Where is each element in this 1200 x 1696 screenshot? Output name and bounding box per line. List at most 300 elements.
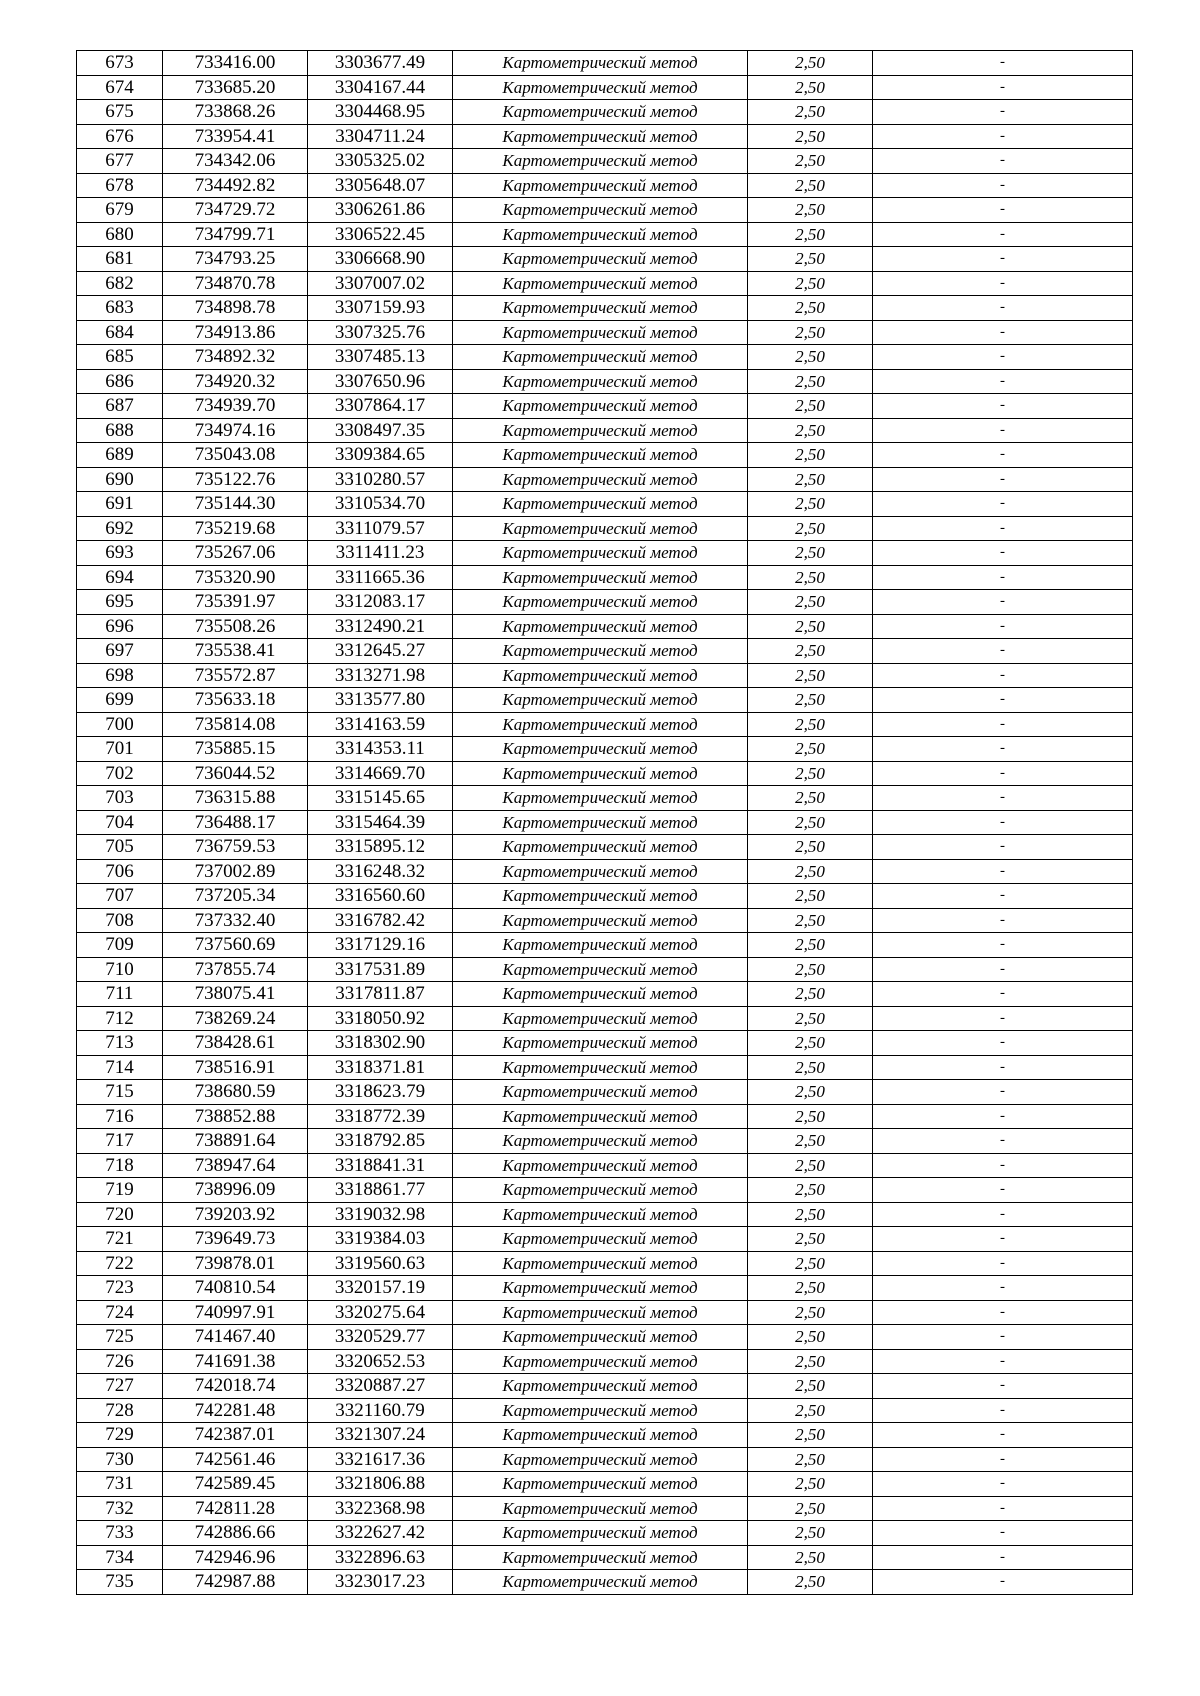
y-coordinate-cell: 3322368.98 <box>308 1496 453 1521</box>
table-row <box>77 1472 1133 1497</box>
point-number-cell: 724 <box>77 1300 163 1325</box>
point-number-cell: 722 <box>77 1251 163 1276</box>
point-number-cell: 683 <box>77 296 163 321</box>
method-cell: Картометрический метод <box>453 443 748 468</box>
point-number-cell: 700 <box>77 712 163 737</box>
table-row <box>77 810 1133 835</box>
note-cell: - <box>873 639 1133 664</box>
note-cell: - <box>873 884 1133 909</box>
x-coordinate-cell: 738269.24 <box>163 1006 308 1031</box>
point-number-cell: 686 <box>77 369 163 394</box>
accuracy-cell: 2,50 <box>748 1472 873 1497</box>
accuracy-cell: 2,50 <box>748 590 873 615</box>
accuracy-cell: 2,50 <box>748 835 873 860</box>
method-cell: Картометрический метод <box>453 1398 748 1423</box>
y-coordinate-cell: 3304167.44 <box>308 75 453 100</box>
note-cell: - <box>873 1202 1133 1227</box>
accuracy-cell: 2,50 <box>748 761 873 786</box>
method-cell: Картометрический метод <box>453 1031 748 1056</box>
table-row <box>77 663 1133 688</box>
table-row <box>77 1055 1133 1080</box>
y-coordinate-cell: 3322896.63 <box>308 1545 453 1570</box>
y-coordinate-cell: 3318371.81 <box>308 1055 453 1080</box>
method-cell: Картометрический метод <box>453 516 748 541</box>
x-coordinate-cell: 735043.08 <box>163 443 308 468</box>
point-number-cell: 690 <box>77 467 163 492</box>
point-number-cell: 680 <box>77 222 163 247</box>
x-coordinate-cell: 734892.32 <box>163 345 308 370</box>
method-cell: Картометрический метод <box>453 712 748 737</box>
x-coordinate-cell: 735320.90 <box>163 565 308 590</box>
table-row <box>77 124 1133 149</box>
note-cell: - <box>873 908 1133 933</box>
method-cell: Картометрический метод <box>453 737 748 762</box>
point-number-cell: 723 <box>77 1276 163 1301</box>
accuracy-cell: 2,50 <box>748 1178 873 1203</box>
point-number-cell: 734 <box>77 1545 163 1570</box>
point-number-cell: 710 <box>77 957 163 982</box>
y-coordinate-cell: 3307650.96 <box>308 369 453 394</box>
note-cell: - <box>873 786 1133 811</box>
x-coordinate-cell: 735538.41 <box>163 639 308 664</box>
accuracy-cell: 2,50 <box>748 810 873 835</box>
x-coordinate-cell: 739649.73 <box>163 1227 308 1252</box>
method-cell: Картометрический метод <box>453 1300 748 1325</box>
method-cell: Картометрический метод <box>453 541 748 566</box>
table-row <box>77 957 1133 982</box>
method-cell: Картометрический метод <box>453 590 748 615</box>
note-cell: - <box>873 810 1133 835</box>
note-cell: - <box>873 933 1133 958</box>
table-row <box>77 859 1133 884</box>
y-coordinate-cell: 3305325.02 <box>308 149 453 174</box>
accuracy-cell: 2,50 <box>748 516 873 541</box>
point-number-cell: 717 <box>77 1129 163 1154</box>
method-cell: Картометрический метод <box>453 1129 748 1154</box>
y-coordinate-cell: 3312645.27 <box>308 639 453 664</box>
table-row <box>77 149 1133 174</box>
point-number-cell: 735 <box>77 1570 163 1595</box>
table-row <box>77 761 1133 786</box>
accuracy-cell: 2,50 <box>748 688 873 713</box>
accuracy-cell: 2,50 <box>748 418 873 443</box>
y-coordinate-cell: 3320887.27 <box>308 1374 453 1399</box>
x-coordinate-cell: 735633.18 <box>163 688 308 713</box>
method-cell: Картометрический метод <box>453 1349 748 1374</box>
method-cell: Картометрический метод <box>453 1447 748 1472</box>
accuracy-cell: 2,50 <box>748 1251 873 1276</box>
accuracy-cell: 2,50 <box>748 884 873 909</box>
note-cell: - <box>873 761 1133 786</box>
table-row <box>77 1325 1133 1350</box>
point-number-cell: 678 <box>77 173 163 198</box>
x-coordinate-cell: 735391.97 <box>163 590 308 615</box>
note-cell: - <box>873 1055 1133 1080</box>
y-coordinate-cell: 3307007.02 <box>308 271 453 296</box>
note-cell: - <box>873 394 1133 419</box>
accuracy-cell: 2,50 <box>748 1545 873 1570</box>
method-cell: Картометрический метод <box>453 247 748 272</box>
y-coordinate-cell: 3320157.19 <box>308 1276 453 1301</box>
point-number-cell: 721 <box>77 1227 163 1252</box>
x-coordinate-cell: 734974.16 <box>163 418 308 443</box>
accuracy-cell: 2,50 <box>748 345 873 370</box>
table-row <box>77 222 1133 247</box>
point-number-cell: 709 <box>77 933 163 958</box>
point-number-cell: 701 <box>77 737 163 762</box>
point-number-cell: 727 <box>77 1374 163 1399</box>
point-number-cell: 726 <box>77 1349 163 1374</box>
y-coordinate-cell: 3303677.49 <box>308 51 453 76</box>
y-coordinate-cell: 3320529.77 <box>308 1325 453 1350</box>
table-row <box>77 1521 1133 1546</box>
point-number-cell: 697 <box>77 639 163 664</box>
x-coordinate-cell: 733685.20 <box>163 75 308 100</box>
y-coordinate-cell: 3317531.89 <box>308 957 453 982</box>
point-number-cell: 729 <box>77 1423 163 1448</box>
y-coordinate-cell: 3316560.60 <box>308 884 453 909</box>
table-row <box>77 541 1133 566</box>
note-cell: - <box>873 296 1133 321</box>
x-coordinate-cell: 733868.26 <box>163 100 308 125</box>
method-cell: Картометрический метод <box>453 198 748 223</box>
point-number-cell: 731 <box>77 1472 163 1497</box>
x-coordinate-cell: 738947.64 <box>163 1153 308 1178</box>
point-number-cell: 684 <box>77 320 163 345</box>
point-number-cell: 714 <box>77 1055 163 1080</box>
accuracy-cell: 2,50 <box>748 1398 873 1423</box>
y-coordinate-cell: 3306522.45 <box>308 222 453 247</box>
table-row <box>77 1251 1133 1276</box>
method-cell: Картометрический метод <box>453 149 748 174</box>
table-row <box>77 296 1133 321</box>
y-coordinate-cell: 3319560.63 <box>308 1251 453 1276</box>
method-cell: Картометрический метод <box>453 1055 748 1080</box>
x-coordinate-cell: 733416.00 <box>163 51 308 76</box>
note-cell: - <box>873 1080 1133 1105</box>
table-row <box>77 590 1133 615</box>
accuracy-cell: 2,50 <box>748 75 873 100</box>
point-number-cell: 677 <box>77 149 163 174</box>
y-coordinate-cell: 3311411.23 <box>308 541 453 566</box>
accuracy-cell: 2,50 <box>748 51 873 76</box>
table-row <box>77 1178 1133 1203</box>
y-coordinate-cell: 3316248.32 <box>308 859 453 884</box>
method-cell: Картометрический метод <box>453 418 748 443</box>
table-row <box>77 1202 1133 1227</box>
method-cell: Картометрический метод <box>453 467 748 492</box>
accuracy-cell: 2,50 <box>748 1104 873 1129</box>
table-row <box>77 737 1133 762</box>
table-row <box>77 1423 1133 1448</box>
y-coordinate-cell: 3322627.42 <box>308 1521 453 1546</box>
accuracy-cell: 2,50 <box>748 247 873 272</box>
table-row <box>77 492 1133 517</box>
accuracy-cell: 2,50 <box>748 565 873 590</box>
point-number-cell: 698 <box>77 663 163 688</box>
y-coordinate-cell: 3318861.77 <box>308 1178 453 1203</box>
table-row <box>77 51 1133 76</box>
y-coordinate-cell: 3313577.80 <box>308 688 453 713</box>
x-coordinate-cell: 734920.32 <box>163 369 308 394</box>
method-cell: Картометрический метод <box>453 394 748 419</box>
x-coordinate-cell: 742561.46 <box>163 1447 308 1472</box>
table-row <box>77 908 1133 933</box>
point-number-cell: 695 <box>77 590 163 615</box>
table-row <box>77 1006 1133 1031</box>
note-cell: - <box>873 1031 1133 1056</box>
coordinates-table <box>76 50 1133 1595</box>
accuracy-cell: 2,50 <box>748 908 873 933</box>
accuracy-cell: 2,50 <box>748 982 873 1007</box>
note-cell: - <box>873 982 1133 1007</box>
table-row <box>77 1349 1133 1374</box>
note-cell: - <box>873 737 1133 762</box>
accuracy-cell: 2,50 <box>748 1080 873 1105</box>
x-coordinate-cell: 738075.41 <box>163 982 308 1007</box>
accuracy-cell: 2,50 <box>748 639 873 664</box>
x-coordinate-cell: 736759.53 <box>163 835 308 860</box>
note-cell: - <box>873 712 1133 737</box>
y-coordinate-cell: 3311079.57 <box>308 516 453 541</box>
point-number-cell: 685 <box>77 345 163 370</box>
accuracy-cell: 2,50 <box>748 1055 873 1080</box>
note-cell: - <box>873 124 1133 149</box>
accuracy-cell: 2,50 <box>748 1153 873 1178</box>
note-cell: - <box>873 1276 1133 1301</box>
note-cell: - <box>873 320 1133 345</box>
method-cell: Картометрический метод <box>453 786 748 811</box>
accuracy-cell: 2,50 <box>748 100 873 125</box>
x-coordinate-cell: 739878.01 <box>163 1251 308 1276</box>
method-cell: Картометрический метод <box>453 345 748 370</box>
x-coordinate-cell: 740810.54 <box>163 1276 308 1301</box>
note-cell: - <box>873 75 1133 100</box>
accuracy-cell: 2,50 <box>748 957 873 982</box>
note-cell: - <box>873 271 1133 296</box>
accuracy-cell: 2,50 <box>748 394 873 419</box>
table-row <box>77 247 1133 272</box>
y-coordinate-cell: 3317811.87 <box>308 982 453 1007</box>
point-number-cell: 713 <box>77 1031 163 1056</box>
x-coordinate-cell: 735267.06 <box>163 541 308 566</box>
accuracy-cell: 2,50 <box>748 712 873 737</box>
point-number-cell: 675 <box>77 100 163 125</box>
y-coordinate-cell: 3312490.21 <box>308 614 453 639</box>
note-cell: - <box>873 835 1133 860</box>
note-cell: - <box>873 1129 1133 1154</box>
point-number-cell: 681 <box>77 247 163 272</box>
y-coordinate-cell: 3316782.42 <box>308 908 453 933</box>
x-coordinate-cell: 742018.74 <box>163 1374 308 1399</box>
method-cell: Картометрический метод <box>453 1251 748 1276</box>
y-coordinate-cell: 3306261.86 <box>308 198 453 223</box>
table-row <box>77 1153 1133 1178</box>
x-coordinate-cell: 738516.91 <box>163 1055 308 1080</box>
accuracy-cell: 2,50 <box>748 859 873 884</box>
method-cell: Картометрический метод <box>453 1496 748 1521</box>
note-cell: - <box>873 443 1133 468</box>
accuracy-cell: 2,50 <box>748 271 873 296</box>
method-cell: Картометрический метод <box>453 639 748 664</box>
x-coordinate-cell: 738680.59 <box>163 1080 308 1105</box>
y-coordinate-cell: 3307485.13 <box>308 345 453 370</box>
accuracy-cell: 2,50 <box>748 1374 873 1399</box>
note-cell: - <box>873 1178 1133 1203</box>
note-cell: - <box>873 859 1133 884</box>
x-coordinate-cell: 742811.28 <box>163 1496 308 1521</box>
note-cell: - <box>873 418 1133 443</box>
y-coordinate-cell: 3314163.59 <box>308 712 453 737</box>
y-coordinate-cell: 3305648.07 <box>308 173 453 198</box>
x-coordinate-cell: 742589.45 <box>163 1472 308 1497</box>
table-row <box>77 345 1133 370</box>
method-cell: Картометрический метод <box>453 1006 748 1031</box>
note-cell: - <box>873 492 1133 517</box>
x-coordinate-cell: 734898.78 <box>163 296 308 321</box>
note-cell: - <box>873 614 1133 639</box>
table-row <box>77 565 1133 590</box>
table-row <box>77 1080 1133 1105</box>
table-row <box>77 394 1133 419</box>
point-number-cell: 679 <box>77 198 163 223</box>
point-number-cell: 708 <box>77 908 163 933</box>
table-row <box>77 1227 1133 1252</box>
y-coordinate-cell: 3314669.70 <box>308 761 453 786</box>
accuracy-cell: 2,50 <box>748 786 873 811</box>
point-number-cell: 676 <box>77 124 163 149</box>
method-cell: Картометрический метод <box>453 1325 748 1350</box>
note-cell: - <box>873 222 1133 247</box>
point-number-cell: 705 <box>77 835 163 860</box>
x-coordinate-cell: 734729.72 <box>163 198 308 223</box>
accuracy-cell: 2,50 <box>748 1202 873 1227</box>
x-coordinate-cell: 738891.64 <box>163 1129 308 1154</box>
accuracy-cell: 2,50 <box>748 614 873 639</box>
point-number-cell: 720 <box>77 1202 163 1227</box>
point-number-cell: 674 <box>77 75 163 100</box>
accuracy-cell: 2,50 <box>748 492 873 517</box>
x-coordinate-cell: 740997.91 <box>163 1300 308 1325</box>
table-row <box>77 1300 1133 1325</box>
method-cell: Картометрический метод <box>453 1104 748 1129</box>
note-cell: - <box>873 345 1133 370</box>
method-cell: Картометрический метод <box>453 663 748 688</box>
method-cell: Картометрический метод <box>453 835 748 860</box>
note-cell: - <box>873 590 1133 615</box>
method-cell: Картометрический метод <box>453 908 748 933</box>
note-cell: - <box>873 663 1133 688</box>
note-cell: - <box>873 541 1133 566</box>
table-row <box>77 75 1133 100</box>
x-coordinate-cell: 734913.86 <box>163 320 308 345</box>
note-cell: - <box>873 100 1133 125</box>
table-row <box>77 1496 1133 1521</box>
method-cell: Картометрический метод <box>453 884 748 909</box>
accuracy-cell: 2,50 <box>748 1349 873 1374</box>
accuracy-cell: 2,50 <box>748 933 873 958</box>
method-cell: Картометрический метод <box>453 492 748 517</box>
table-row <box>77 173 1133 198</box>
y-coordinate-cell: 3318302.90 <box>308 1031 453 1056</box>
x-coordinate-cell: 734492.82 <box>163 173 308 198</box>
table-row <box>77 1129 1133 1154</box>
note-cell: - <box>873 1570 1133 1595</box>
table-row <box>77 835 1133 860</box>
table-row <box>77 467 1133 492</box>
table-row <box>77 786 1133 811</box>
accuracy-cell: 2,50 <box>748 1031 873 1056</box>
table-row <box>77 639 1133 664</box>
accuracy-cell: 2,50 <box>748 173 873 198</box>
x-coordinate-cell: 738852.88 <box>163 1104 308 1129</box>
x-coordinate-cell: 737332.40 <box>163 908 308 933</box>
method-cell: Картометрический метод <box>453 1276 748 1301</box>
point-number-cell: 732 <box>77 1496 163 1521</box>
method-cell: Картометрический метод <box>453 173 748 198</box>
x-coordinate-cell: 741691.38 <box>163 1349 308 1374</box>
table-row <box>77 1374 1133 1399</box>
x-coordinate-cell: 735508.26 <box>163 614 308 639</box>
note-cell: - <box>873 1496 1133 1521</box>
x-coordinate-cell: 742886.66 <box>163 1521 308 1546</box>
note-cell: - <box>873 1349 1133 1374</box>
x-coordinate-cell: 736488.17 <box>163 810 308 835</box>
note-cell: - <box>873 198 1133 223</box>
x-coordinate-cell: 736044.52 <box>163 761 308 786</box>
y-coordinate-cell: 3314353.11 <box>308 737 453 762</box>
accuracy-cell: 2,50 <box>748 369 873 394</box>
point-number-cell: 733 <box>77 1521 163 1546</box>
y-coordinate-cell: 3310280.57 <box>308 467 453 492</box>
x-coordinate-cell: 737855.74 <box>163 957 308 982</box>
method-cell: Картометрический метод <box>453 1545 748 1570</box>
point-number-cell: 718 <box>77 1153 163 1178</box>
table-row <box>77 1545 1133 1570</box>
y-coordinate-cell: 3315145.65 <box>308 786 453 811</box>
y-coordinate-cell: 3315464.39 <box>308 810 453 835</box>
accuracy-cell: 2,50 <box>748 1496 873 1521</box>
y-coordinate-cell: 3320652.53 <box>308 1349 453 1374</box>
accuracy-cell: 2,50 <box>748 1521 873 1546</box>
x-coordinate-cell: 737205.34 <box>163 884 308 909</box>
point-number-cell: 692 <box>77 516 163 541</box>
accuracy-cell: 2,50 <box>748 198 873 223</box>
method-cell: Картометрический метод <box>453 1374 748 1399</box>
table-row <box>77 1447 1133 1472</box>
method-cell: Картометрический метод <box>453 1202 748 1227</box>
table-row <box>77 884 1133 909</box>
x-coordinate-cell: 735219.68 <box>163 516 308 541</box>
table-row <box>77 443 1133 468</box>
table-row <box>77 1570 1133 1595</box>
method-cell: Картометрический метод <box>453 810 748 835</box>
note-cell: - <box>873 173 1133 198</box>
x-coordinate-cell: 734799.71 <box>163 222 308 247</box>
method-cell: Картометрический метод <box>453 75 748 100</box>
y-coordinate-cell: 3319032.98 <box>308 1202 453 1227</box>
x-coordinate-cell: 735144.30 <box>163 492 308 517</box>
point-number-cell: 711 <box>77 982 163 1007</box>
accuracy-cell: 2,50 <box>748 467 873 492</box>
y-coordinate-cell: 3310534.70 <box>308 492 453 517</box>
point-number-cell: 702 <box>77 761 163 786</box>
method-cell: Картометрический метод <box>453 222 748 247</box>
y-coordinate-cell: 3318050.92 <box>308 1006 453 1031</box>
note-cell: - <box>873 1153 1133 1178</box>
table-row <box>77 271 1133 296</box>
note-cell: - <box>873 1398 1133 1423</box>
